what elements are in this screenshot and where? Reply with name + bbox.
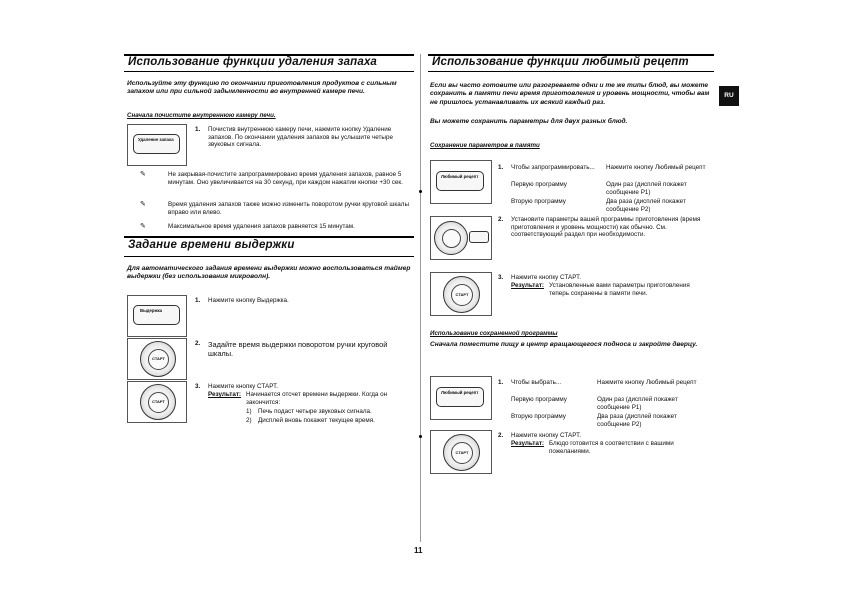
deodor-sub: Сначала почистите внутреннюю камеру печи. bbox=[127, 112, 276, 119]
dial-center bbox=[148, 349, 169, 370]
standing-step3: Нажмите кнопку СТАРТ. bbox=[208, 383, 279, 390]
bind-dot bbox=[419, 435, 422, 438]
fav-step1-col2: Нажмите кнопку Любимый рецепт bbox=[606, 164, 706, 171]
fav-use-r1b: Один раз (дисплей покажет сообщение P1) bbox=[597, 396, 678, 411]
fav-step2: Установите параметры вашей программы приготовления (время приготовления и уровень мощности) как обычно. См. соответствующий раздел при необходимости. bbox=[511, 216, 701, 239]
deodor-note2: Время удаления запахов также можно изменить поворотом ручки круговой шкалы вправо или влево. bbox=[168, 201, 410, 216]
fav-use-button bbox=[436, 387, 484, 407]
fav-start-center bbox=[451, 284, 473, 306]
left-section2-title: Задание времени выдержки bbox=[128, 239, 295, 251]
standing-button bbox=[133, 305, 180, 325]
fav-use-step2-num: 2. bbox=[498, 432, 504, 439]
deodor-step1: Почистив внутреннюю камеру печи, нажмите кнопку Удаление запахов. По окончании удаления запахов вы услышите четыре звуковых сигнала. bbox=[208, 126, 393, 149]
fav-result: Установленные вами параметры приготовления теперь сохранены в памяти печи. bbox=[549, 282, 690, 297]
fav-panel-illustration bbox=[430, 160, 492, 204]
deodor-button-label: Удаление запаха bbox=[138, 137, 174, 142]
fav-save-sub: Сохранение параметров в памяти bbox=[430, 142, 540, 149]
settings-button bbox=[469, 231, 489, 243]
fav-use-start-center bbox=[451, 442, 473, 464]
fav-use-start-knob bbox=[443, 434, 480, 471]
standing-step1-num: 1. bbox=[195, 297, 201, 304]
fav-use-r1a: Первую программу bbox=[511, 396, 567, 403]
standing-r1-num: 1) bbox=[246, 408, 252, 415]
fav-result-label: Результат: bbox=[511, 282, 545, 289]
fav-step3: Нажмите кнопку СТАРТ. bbox=[511, 274, 582, 281]
standing-dial-illustration bbox=[127, 338, 187, 380]
deodor-note3: Максимальное время удаления запахов равняется 15 минутам. bbox=[168, 223, 355, 230]
fav-use-button-label: Любимый рецепт bbox=[441, 390, 479, 395]
fav-step1-r2a: Вторую программу bbox=[511, 198, 566, 205]
language-tab: RU bbox=[719, 86, 739, 106]
fav-use-start-illustration bbox=[430, 430, 492, 474]
start-knob bbox=[140, 384, 176, 420]
fav-step1-r1b: Один раз (дисплей покажет сообщение P1) bbox=[606, 181, 687, 196]
standing-r2-num: 2) bbox=[246, 417, 252, 424]
right-title-underline bbox=[428, 71, 714, 72]
fav-button bbox=[436, 171, 484, 191]
fav-start-label: СТАРТ bbox=[455, 292, 469, 297]
left-section1-title: Использование функции удаления запаха bbox=[128, 56, 378, 68]
left-title2-underline bbox=[124, 256, 414, 257]
standing-r1: Печь подаст четыре звуковых сигнала. bbox=[258, 408, 372, 415]
fav-use-sub: Использование сохраненной программы bbox=[430, 330, 558, 337]
note-icon: ✎ bbox=[140, 171, 146, 178]
settings-knob bbox=[434, 221, 468, 255]
standing-result-label: Результат: bbox=[208, 391, 242, 398]
fav-step1-col1: Чтобы запрограммировать... bbox=[511, 164, 595, 171]
standing-intro: Для автоматического задания времени выдержки можно воспользоваться таймер выдержки (без использования микроволн). bbox=[127, 265, 411, 281]
bind-dot bbox=[419, 190, 422, 193]
deodor-panel-illustration bbox=[127, 124, 187, 166]
fav-use-intro: Сначала поместите пищу в центр вращающегося подноса и закройте дверцу. bbox=[430, 341, 698, 348]
fav-use-r2a: Вторую программу bbox=[511, 413, 566, 420]
fav-use-start-label: СТАРТ bbox=[455, 450, 469, 455]
deodor-note1: Не закрывая-почистите запрограммировано время удаления запахов, равное 5 минутам. Оно увеличивается на 30 секунд, при каждом нажатии кнопки +30 сек. bbox=[168, 171, 403, 186]
standing-r2: Дисплей вновь покажет текущее время. bbox=[258, 417, 375, 424]
fav-step1-r1a: Первую программу bbox=[511, 181, 567, 188]
note-icon: ✎ bbox=[140, 223, 146, 230]
fav-use-panel-illustration bbox=[430, 376, 492, 420]
standing-button-label: Выдержка bbox=[140, 308, 163, 313]
fav-step1-r2b: Два раза (дисплей покажет сообщение P2) bbox=[606, 198, 686, 213]
fav-step3-num: 3. bbox=[498, 274, 504, 281]
start-label: СТАРТ bbox=[152, 399, 165, 404]
deodor-step1-num: 1. bbox=[195, 126, 201, 133]
fav-use-result: Блюдо готовится в соответствии с вашими пожеланиями. bbox=[549, 440, 674, 455]
left-title-underline bbox=[124, 71, 414, 72]
fav-step1-num: 1. bbox=[498, 164, 504, 171]
deodor-intro: Используйте эту функцию по окончании приготовления продуктов с сильным запахом или при сильной задымленности во внутренней камере печи. bbox=[127, 80, 397, 96]
standing-step2: Задайте время выдержки поворотом ручки круговой шкалы. bbox=[208, 340, 388, 358]
fav-use-col1: Чтобы выбрать... bbox=[511, 379, 562, 386]
deodor-button bbox=[133, 134, 180, 154]
right-section1-title: Использование функции любимый рецепт bbox=[432, 56, 689, 68]
fav-use-r2b: Два раза (дисплей покажет сообщение P2) bbox=[597, 413, 677, 428]
fav-start-illustration bbox=[430, 272, 492, 316]
fav-use-step1-num: 1. bbox=[498, 379, 504, 386]
left-mid-rule bbox=[124, 236, 414, 238]
standing-panel-illustration bbox=[127, 295, 187, 337]
fav-use-step2: Нажмите кнопку СТАРТ. bbox=[511, 432, 582, 439]
note-icon: ✎ bbox=[140, 201, 146, 208]
dial-knob bbox=[140, 341, 176, 377]
settings-knob-center bbox=[442, 229, 461, 248]
standing-step1: Нажмите кнопку Выдержка. bbox=[208, 297, 289, 304]
standing-step3-num: 3. bbox=[195, 383, 201, 390]
fav-use-col2: Нажмите кнопку Любимый рецепт bbox=[597, 379, 697, 386]
fav-start-knob bbox=[443, 276, 480, 313]
page-number: 11 bbox=[414, 546, 423, 555]
fav-settings-illustration bbox=[430, 216, 492, 260]
fav-use-result-label: Результат: bbox=[511, 440, 545, 447]
column-divider bbox=[420, 54, 421, 542]
fav-step2-num: 2. bbox=[498, 216, 504, 223]
dial-start-label: СТАРТ bbox=[152, 356, 165, 361]
fav-button-label: Любимый рецепт bbox=[441, 174, 479, 179]
standing-start-illustration bbox=[127, 381, 187, 423]
fav-intro2: Вы можете сохранить параметры для двух разных блюд. bbox=[430, 118, 628, 125]
standing-step2-num: 2. bbox=[195, 340, 201, 347]
start-center bbox=[148, 392, 169, 413]
standing-result: Начинается отсчет времени выдержки. Когда он закончится: bbox=[246, 391, 388, 406]
fav-intro: Если вы часто готовите или разогреваете одни и те же типы блюд, вы можете сохранить в памяти печи время приготовления и уровень мощности, чтобы вам не пришлось устанавливать их всякий каждый раз. bbox=[430, 82, 710, 106]
